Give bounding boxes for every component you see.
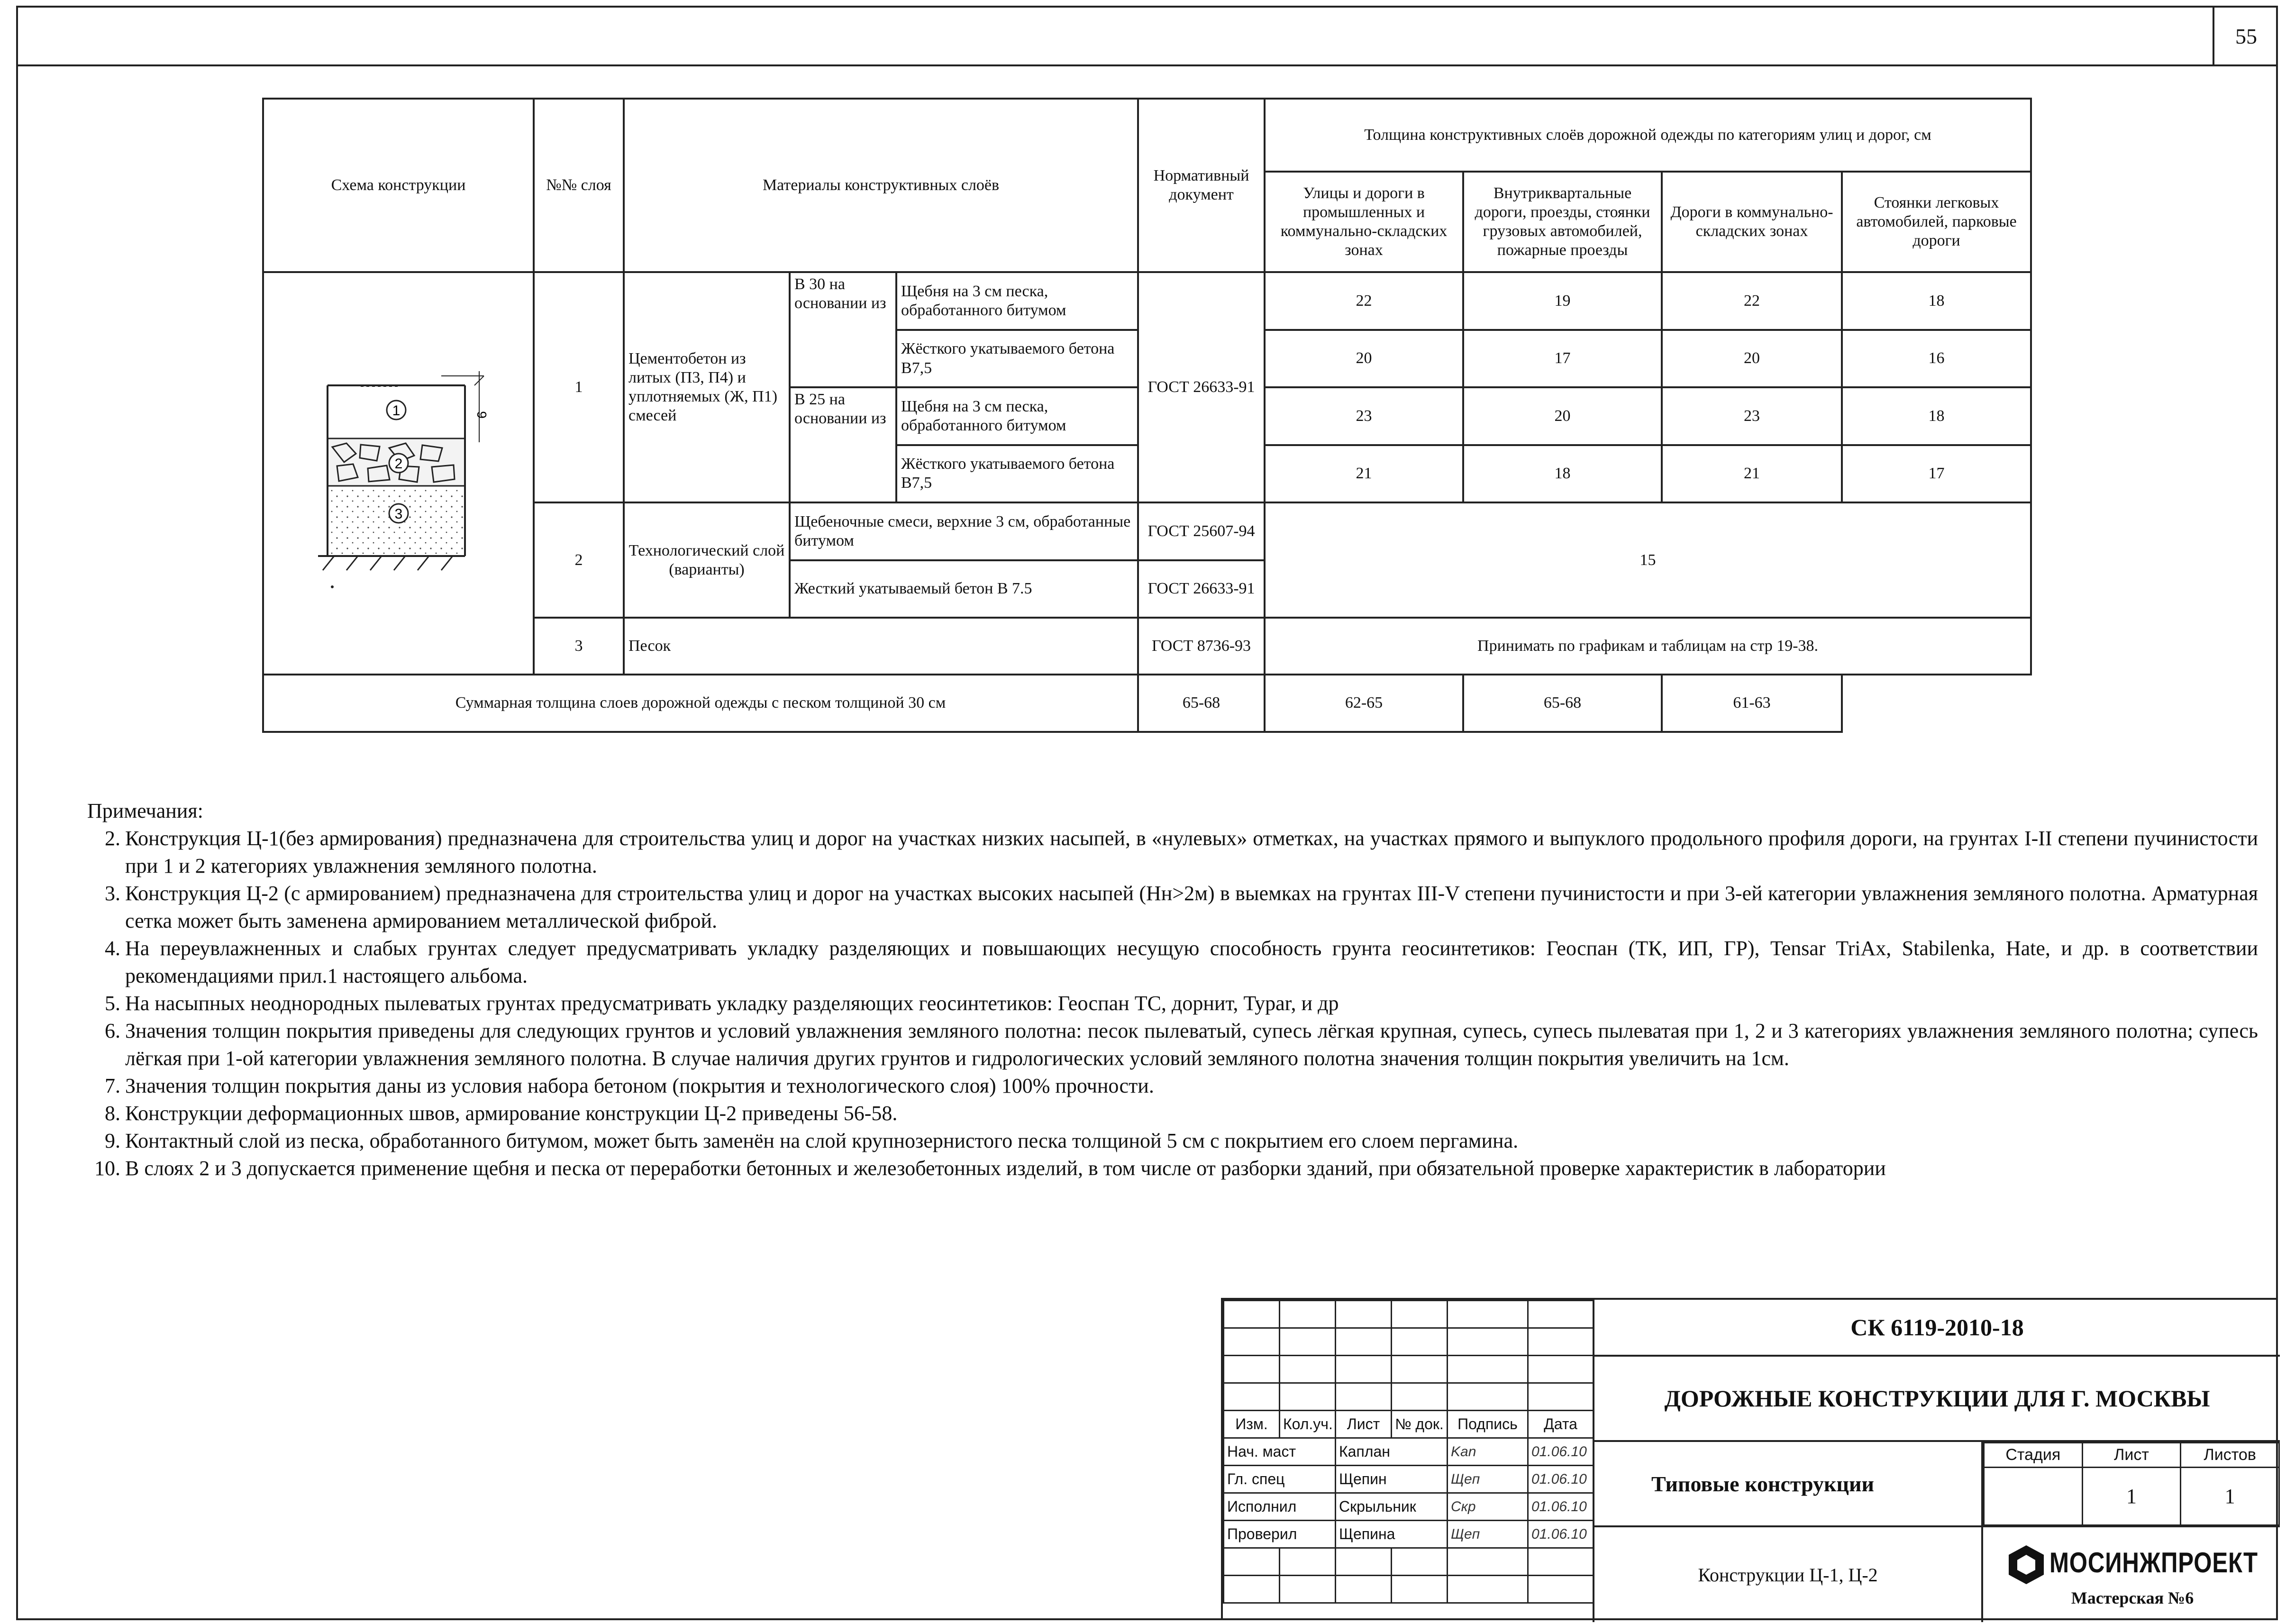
role-4: Проверил bbox=[1224, 1521, 1336, 1548]
cell-r1-c3: 22 bbox=[1662, 272, 1842, 329]
title-block bbox=[1221, 1298, 2278, 1620]
note-number: 4. bbox=[105, 937, 120, 960]
header-thickness-group: Толщина конструктивных слоёв дорожной одежды по категориям улиц и дорог, см bbox=[1265, 99, 2031, 172]
construction-scheme-cell bbox=[263, 272, 534, 674]
document-subtitle: Типовые конструкции bbox=[1593, 1442, 1981, 1527]
scheme-label-2: 2 bbox=[394, 456, 402, 472]
cell-r2-c3: 20 bbox=[1662, 330, 1842, 387]
organization-name: МОСИНЖПРОЕКТ bbox=[2049, 1547, 2258, 1578]
date-4: 01.06.10 bbox=[1528, 1521, 1594, 1548]
note-number: 10. bbox=[94, 1157, 120, 1180]
date-3: 01.06.10 bbox=[1528, 1493, 1594, 1521]
layer1-b25: В 25 на основании из bbox=[790, 387, 896, 502]
role-3: Исполнил bbox=[1224, 1493, 1336, 1521]
cell-r4-c1: 21 bbox=[1265, 445, 1463, 502]
layer1-base-c: Щебня на 3 см песка, обработанного битумом bbox=[896, 387, 1138, 445]
layer3-gost: ГОСТ 8736-93 bbox=[1138, 618, 1265, 674]
note-text: Значения толщин покрытия даны из условия набора бетоном (покрытия и технологического слоя) 100% прочности. bbox=[125, 1074, 1154, 1097]
document-title: ДОРОЖНЫЕ КОНСТРУКЦИИ ДЛЯ Г. МОСКВЫ bbox=[1593, 1357, 2280, 1442]
note-text: В слоях 2 и 3 допускается применение щебня и песка от переработки бетонных и железобетонных изделий, в том числе от разборки зданий, при обязательной проверке характеристик в лаборатории bbox=[125, 1157, 1886, 1180]
cell-r2-c4: 16 bbox=[1842, 330, 2031, 387]
note-number: 7. bbox=[105, 1074, 120, 1097]
layer2-variant-1: Щебеночные смеси, верхние 3 см, обработанные битумом bbox=[790, 502, 1138, 560]
notes-section bbox=[87, 797, 2258, 1182]
layer2-variant-2-gost: ГОСТ 26633-91 bbox=[1138, 560, 1265, 618]
construction-scheme-drawing bbox=[304, 347, 493, 594]
cell-r1-c1: 22 bbox=[1265, 272, 1463, 329]
name-1: Каплан bbox=[1336, 1438, 1448, 1466]
note-item bbox=[87, 825, 2258, 880]
cell-r4-c4: 17 bbox=[1842, 445, 2031, 502]
layer1-gost: ГОСТ 26633-91 bbox=[1138, 272, 1265, 502]
col-header-sheet: Лист bbox=[1336, 1411, 1392, 1438]
note-number: 2. bbox=[105, 827, 120, 850]
organization-block bbox=[1981, 1527, 2280, 1622]
signature-2: Щеп bbox=[1448, 1466, 1528, 1493]
layer3-number: 3 bbox=[534, 618, 624, 674]
document-description: Конструкции Ц-1, Ц-2 bbox=[1593, 1527, 1981, 1622]
layer2-number: 2 bbox=[534, 502, 624, 618]
layer1-b30: В 30 на основании из bbox=[790, 272, 896, 387]
cell-r1-c2: 19 bbox=[1463, 272, 1662, 329]
cell-r4-c2: 18 bbox=[1463, 445, 1662, 502]
cell-r3-c1: 23 bbox=[1265, 387, 1463, 445]
date-1: 01.06.10 bbox=[1528, 1438, 1594, 1466]
signature-1: Kan bbox=[1448, 1438, 1528, 1466]
note-number: 6. bbox=[105, 1019, 120, 1042]
name-2: Щепин bbox=[1336, 1466, 1448, 1493]
note-item bbox=[87, 1072, 2258, 1100]
note-item bbox=[87, 935, 2258, 990]
notes-title: Примечания: bbox=[87, 799, 203, 822]
layer1-base-d: Жёсткого укатываемого бетона В7,5 bbox=[896, 445, 1138, 502]
note-text: Конструкции деформационных швов, армирование конструкции Ц-2 приведены 56-58. bbox=[125, 1102, 898, 1125]
note-text: Конструкция Ц-1(без армирования) предназначена для строительства улиц и дорог на участках низких насыпей, в «нулевых» отметках, на участках прямого и выпуклого продольного профиля дороги, на грунтах I-II степени пучинистости при 1 и 2 категориях увлажнения земляного полотна. bbox=[125, 827, 2258, 877]
note-number: 5. bbox=[105, 992, 120, 1015]
name-3: Скрыльник bbox=[1336, 1493, 1448, 1521]
layer1-base-b: Жёсткого укатываемого бетона В7,5 bbox=[896, 330, 1138, 387]
total-value-3: 65-68 bbox=[1463, 675, 1662, 732]
scheme-dimension: 6 bbox=[474, 411, 489, 419]
signature-3: Скр bbox=[1448, 1493, 1528, 1521]
col-header-date: Дата bbox=[1528, 1411, 1594, 1438]
col-header-doc: № док. bbox=[1392, 1411, 1448, 1438]
layer2-value: 15 bbox=[1265, 502, 2031, 618]
col-header-count: Кол.уч. bbox=[1280, 1411, 1336, 1438]
note-item bbox=[87, 1127, 2258, 1155]
header-category-4: Стоянки легковых автомобилей, парковые дороги bbox=[1842, 172, 2031, 273]
layer1-material: Цементобетон из литых (П3, П4) и уплотняемых (Ж, П1) смесей bbox=[624, 272, 790, 502]
note-item bbox=[87, 990, 2258, 1017]
sheets-value: 1 bbox=[2181, 1468, 2279, 1525]
note-number: 3. bbox=[105, 882, 120, 905]
top-border-line bbox=[16, 64, 2278, 66]
layer2-material: Технологический слой (варианты) bbox=[624, 502, 790, 618]
col-header-signature: Подпись bbox=[1448, 1411, 1528, 1438]
note-item bbox=[87, 1155, 2258, 1182]
title-block-right bbox=[1593, 1300, 2280, 1622]
cell-r2-c1: 20 bbox=[1265, 330, 1463, 387]
note-text: Конструкция Ц-2 (с армированием) предназначена для строительства улиц и дорог на участках высоких насыпей (Нн>2м) в выемках на грунтах III-V степени пучинистости и при 3-ей категории увлажнения земляного полотна. Арматурная сетка может быть заменена армированием металлической фиброй. bbox=[125, 882, 2258, 932]
note-text: Контактный слой из песка, обработанного битумом, может быть заменён на слой крупнозернистого песка толщиной 5 см с покрытием его слоем пергамина. bbox=[125, 1129, 1519, 1152]
note-item bbox=[87, 1017, 2258, 1072]
header-category-2: Внутриквартальные дороги, проезды, стоянки грузовых автомобилей, пожарные проезды bbox=[1463, 172, 1662, 273]
note-number: 9. bbox=[105, 1129, 120, 1152]
layer2-variant-2: Жесткий укатываемый бетон В 7.5 bbox=[790, 560, 1138, 618]
cell-r1-c4: 18 bbox=[1842, 272, 2031, 329]
cell-r3-c2: 20 bbox=[1463, 387, 1662, 445]
cell-r4-c3: 21 bbox=[1662, 445, 1842, 502]
stage-value bbox=[1984, 1468, 2083, 1525]
scheme-label-1: 1 bbox=[392, 403, 400, 419]
signature-4: Щеп bbox=[1448, 1521, 1528, 1548]
organization-logo-icon bbox=[2005, 1543, 2048, 1586]
cell-r3-c4: 18 bbox=[1842, 387, 2031, 445]
note-text: Значения толщин покрытия приведены для следующих грунтов и условий увлажнения земляного полотна: песок пылеватый, супесь лёгкая крупная, супесь, супесь пылеватая при 1, 2 и 3 категориях увлажнения земляного полотна; супесь лёгкая при 1-ой категории увлажнения земляного полотна. В случае наличия других грунтов и гидрологических условий земляного полотна значения толщин покрытия увеличить на 1см. bbox=[125, 1019, 2258, 1070]
total-value-1: 65-68 bbox=[1138, 675, 1265, 732]
sheet-value: 1 bbox=[2082, 1468, 2181, 1525]
col-header-change: Изм. bbox=[1224, 1411, 1280, 1438]
note-text: На насыпных неоднородных пылеватых грунтах предусматривать укладку разделяющих геосинтетиков: Геоспан ТС, дорнит, Typar, и др bbox=[125, 992, 1339, 1015]
date-2: 01.06.10 bbox=[1528, 1466, 1594, 1493]
cell-r2-c2: 17 bbox=[1463, 330, 1662, 387]
sheets-label: Листов bbox=[2181, 1443, 2279, 1468]
role-1: Нач. маст bbox=[1224, 1438, 1336, 1466]
construction-table bbox=[262, 98, 2032, 733]
sheet-label: Лист bbox=[2082, 1443, 2181, 1468]
header-category-1: Улицы и дороги в промышленных и коммунально-складских зонах bbox=[1265, 172, 1463, 273]
total-label: Суммарная толщина слоев дорожной одежды с песком толщиной 30 см bbox=[263, 675, 1138, 732]
layer3-value: Принимать по графикам и таблицам на стр 19-38. bbox=[1265, 618, 2031, 674]
organization-workshop: Мастерская №6 bbox=[2071, 1588, 2194, 1607]
role-2: Гл. спец bbox=[1224, 1466, 1336, 1493]
scheme-label-3: 3 bbox=[394, 506, 402, 522]
header-normative: Нормативный документ bbox=[1138, 99, 1265, 272]
total-value-4: 61-63 bbox=[1662, 675, 1842, 732]
page-number: 55 bbox=[2213, 6, 2278, 66]
layer3-material: Песок bbox=[624, 618, 1138, 674]
layer2-variant-1-gost: ГОСТ 25607-94 bbox=[1138, 502, 1265, 560]
note-item bbox=[87, 880, 2258, 935]
cell-r3-c3: 23 bbox=[1662, 387, 1842, 445]
note-item bbox=[87, 1100, 2258, 1127]
stage-label: Стадия bbox=[1984, 1443, 2083, 1468]
note-number: 8. bbox=[105, 1102, 120, 1125]
stage-sheet-box bbox=[1981, 1442, 2280, 1527]
note-text: На переувлажненных и слабых грунтах следует предусматривать укладку разделяющих и повышающих несущую способность грунта геосинтетиков: Геоспан (ТК, ИП, ГР), Tensar TriAx, Stabilenka, Hate, и др. в соответствии рекомендациями прил.1 настоящего альбома. bbox=[125, 937, 2258, 987]
layer1-base-a: Щебня на 3 см песка, обработанного битумом bbox=[896, 272, 1138, 329]
signature-table bbox=[1223, 1300, 1593, 1622]
total-value-2: 62-65 bbox=[1265, 675, 1463, 732]
header-scheme: Схема конструкции bbox=[263, 99, 534, 272]
header-materials: Материалы конструктивных слоёв bbox=[624, 99, 1138, 272]
header-category-3: Дороги в коммунально-складских зонах bbox=[1662, 172, 1842, 273]
name-4: Щепина bbox=[1336, 1521, 1448, 1548]
layer1-number: 1 bbox=[534, 272, 624, 502]
header-layer-no: №№ слоя bbox=[534, 99, 624, 272]
document-code: СК 6119-2010-18 bbox=[1593, 1300, 2280, 1357]
